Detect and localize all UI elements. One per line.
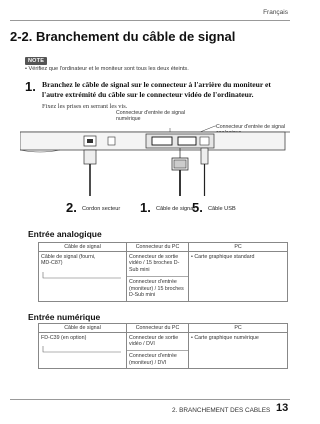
digital-pc-cell	[189, 333, 288, 369]
section-title: 2-2. Branchement du câble de signal	[10, 29, 236, 44]
language-label: Français	[263, 9, 288, 16]
footer-rule	[10, 399, 290, 400]
analog-cable-name: Câble de signal (fourni, MD-C87)	[41, 253, 96, 267]
table-header-pc: PC	[189, 243, 288, 252]
analog-cable-cell	[39, 252, 127, 302]
digital-connector-input: Connecteur d'entrée (moniteur) / DVI	[127, 350, 188, 367]
table-header-cable: Câble de signal	[39, 243, 127, 252]
digital-cable-name: FD-C39 (en option)	[41, 334, 87, 341]
table-header-row	[39, 324, 288, 333]
step-1-number: 1.	[25, 79, 36, 94]
note-text: • Vérifiez que l'ordinateur et le moniteur sont tous les deux éteints.	[25, 66, 189, 72]
analog-cable-drawing	[41, 270, 123, 280]
step-1-text: Branchez le câble de signal sur le connecteur à l'arrière du moniteur et l'autre extrémité du câble sur le connecteur vidéo de l'ordinateur.	[42, 80, 271, 99]
table-header-pc: PC	[189, 324, 288, 333]
analog-pc-type: • Carte graphique standard	[191, 253, 255, 260]
callout-analog-input: Connecteur d'entrée de signal	[216, 124, 286, 130]
analog-connector-input: Connecteur d'entrée (moniteur) / 15 broches D-Sub mini	[127, 276, 188, 299]
caption-number-power: 2.	[66, 200, 77, 215]
header-rule	[10, 20, 290, 21]
page-number: 13	[276, 402, 289, 414]
analog-connector-output: Connecteur de sortie vidéo / 15 broches D-Sub mini	[129, 253, 180, 274]
callout-digital-input: Connecteur d'entrée de signal numérique	[116, 110, 186, 123]
table-header-pc-connector: Connecteur du PC	[127, 324, 189, 333]
analog-input-table	[38, 242, 288, 302]
digital-connector-cell	[127, 333, 189, 369]
step-1-subtext: Fixez les prises en serrant les vis.	[42, 103, 128, 110]
digital-input-title: Entrée numérique	[28, 312, 101, 322]
table-header-row	[39, 243, 288, 252]
analog-pc-cell	[189, 252, 288, 302]
digital-connector-output: Connecteur de sortie vidéo / DVI	[129, 334, 179, 348]
analog-input-title: Entrée analogique	[28, 229, 102, 239]
caption-label-usb-cable: Câble USB	[208, 206, 236, 212]
digital-cable-cell	[39, 333, 127, 369]
note-badge: NOTE	[25, 57, 47, 65]
table-header-cable: Câble de signal	[39, 324, 127, 333]
digital-pc-type: • Carte graphique numérique	[191, 334, 259, 341]
caption-label-signal-cable: Câble de signal	[156, 206, 195, 212]
analog-connector-cell	[127, 252, 189, 302]
footer-chapter: 2. BRANCHEMENT DES CABLES	[172, 407, 271, 414]
digital-input-table	[38, 323, 288, 369]
caption-number-usb: 5.	[192, 200, 203, 215]
table-row	[39, 252, 288, 302]
caption-label-power-cord: Cordon secteur	[82, 206, 121, 212]
table-row	[39, 333, 288, 369]
table-header-pc-connector: Connecteur du PC	[127, 243, 189, 252]
caption-number-signal: 1.	[140, 200, 151, 215]
digital-cable-drawing	[41, 344, 123, 354]
monitor-rear-illustration	[20, 118, 290, 204]
